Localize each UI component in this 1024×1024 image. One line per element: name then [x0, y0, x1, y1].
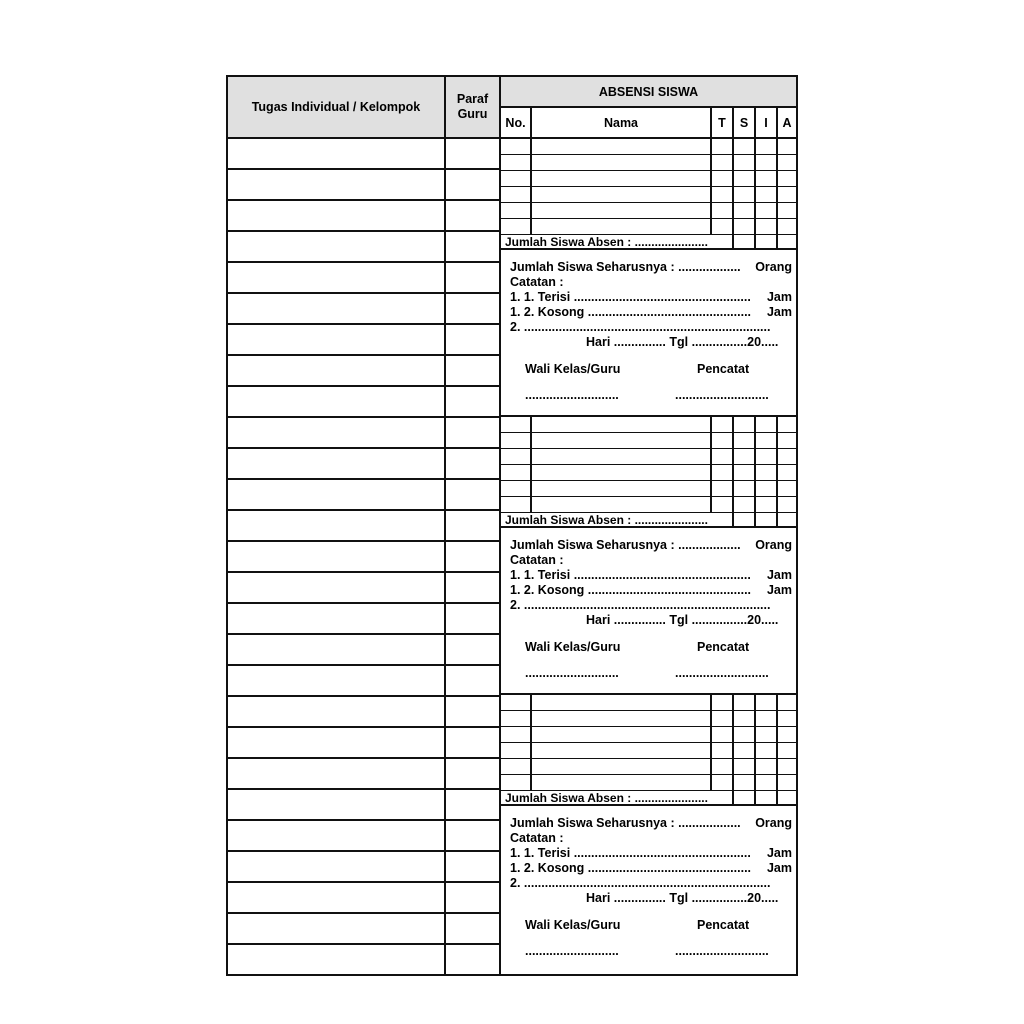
- s-cell[interactable]: [734, 433, 756, 448]
- t-cell[interactable]: [712, 695, 734, 710]
- a-cell[interactable]: [778, 203, 796, 218]
- no-cell[interactable]: [501, 759, 532, 774]
- paraf-column: [446, 77, 501, 974]
- i-cell[interactable]: [756, 449, 778, 464]
- t-cell[interactable]: [712, 433, 734, 448]
- t-cell[interactable]: [712, 139, 734, 154]
- no-cell[interactable]: [501, 187, 532, 202]
- paraf-cell[interactable]: [446, 356, 499, 387]
- i-cell[interactable]: [756, 433, 778, 448]
- i-cell[interactable]: [756, 695, 778, 710]
- paraf-cell[interactable]: [446, 883, 499, 914]
- no-cell[interactable]: [501, 219, 532, 234]
- paraf-cell[interactable]: [446, 325, 499, 356]
- s-cell[interactable]: [734, 743, 756, 758]
- i-cell[interactable]: [756, 203, 778, 218]
- paraf-cell[interactable]: [446, 511, 499, 542]
- pencatat-label: Pencatat: [697, 640, 750, 654]
- hari-line: [510, 891, 792, 906]
- nama-cell[interactable]: [532, 695, 712, 710]
- i-cell[interactable]: [756, 743, 778, 758]
- s-cell[interactable]: [734, 203, 756, 218]
- terisi-unit: Jam: [766, 290, 792, 304]
- kosong-label: 1. 2. Kosong ...............................................: [510, 861, 752, 875]
- tugas-row[interactable]: [228, 945, 444, 976]
- t-cell[interactable]: [712, 171, 734, 186]
- tugas-row[interactable]: [228, 387, 444, 418]
- nama-cell[interactable]: [532, 727, 712, 742]
- paraf-cell[interactable]: [446, 263, 499, 294]
- paraf-cell[interactable]: [446, 666, 499, 697]
- t-cell[interactable]: [712, 775, 734, 790]
- t-cell[interactable]: [712, 743, 734, 758]
- pencatat-label: Pencatat: [697, 918, 750, 932]
- tugas-row[interactable]: [228, 356, 444, 387]
- kosong-line: [510, 583, 792, 598]
- tugas-row[interactable]: [228, 294, 444, 325]
- notes-section: [501, 806, 796, 973]
- attendance-row: [501, 497, 796, 513]
- pencatat-signature-line: ...........................: [675, 388, 769, 402]
- nama-cell[interactable]: [532, 775, 712, 790]
- terisi-label: 1. 1. Terisi ...................................................: [510, 568, 751, 582]
- wali-label: Wali Kelas/Guru: [525, 362, 621, 376]
- kosong-label: 1. 2. Kosong ...............................................: [510, 583, 752, 597]
- no-cell[interactable]: [501, 155, 532, 170]
- tugas-row[interactable]: [228, 697, 444, 728]
- catatan-line: [510, 553, 792, 568]
- attendance-row: [501, 171, 796, 187]
- item2-line: [510, 598, 792, 613]
- i-cell[interactable]: [756, 187, 778, 202]
- paraf-cell[interactable]: [446, 232, 499, 263]
- col-i: I: [756, 108, 778, 137]
- i-cell[interactable]: [756, 775, 778, 790]
- tugas-row[interactable]: [228, 573, 444, 604]
- tugas-row[interactable]: [228, 604, 444, 635]
- t-cell[interactable]: [712, 219, 734, 234]
- attendance-block: [501, 417, 796, 695]
- tugas-row[interactable]: [228, 139, 444, 170]
- a-cell[interactable]: [778, 433, 796, 448]
- tugas-row[interactable]: [228, 666, 444, 697]
- s-cell[interactable]: [734, 759, 756, 774]
- a-cell[interactable]: [778, 219, 796, 234]
- absensi-column: [501, 77, 796, 974]
- hari-line: [510, 613, 792, 628]
- attendance-row: [501, 465, 796, 481]
- wali-label: Wali Kelas/Guru: [525, 918, 621, 932]
- paraf-cell[interactable]: [446, 542, 499, 573]
- hari-line: [510, 335, 792, 350]
- nama-cell[interactable]: [532, 465, 712, 480]
- wali-signature-line: ...........................: [525, 666, 619, 680]
- tugas-row[interactable]: [228, 201, 444, 232]
- item2-label: 2. .......................................................................: [510, 876, 771, 890]
- a-cell[interactable]: [778, 759, 796, 774]
- s-cell[interactable]: [734, 417, 756, 432]
- paraf-cell[interactable]: [446, 418, 499, 449]
- t-cell[interactable]: [712, 449, 734, 464]
- a-cell[interactable]: [778, 497, 796, 512]
- nama-cell[interactable]: [532, 449, 712, 464]
- tugas-column: [228, 77, 446, 974]
- jumlah-absen-label: Jumlah Siswa Absen : ......................: [501, 513, 734, 526]
- wali-label: Wali Kelas/Guru: [525, 640, 621, 654]
- terisi-line: [510, 290, 792, 305]
- item2-line: [510, 876, 792, 891]
- nama-cell[interactable]: [532, 171, 712, 186]
- paraf-cell[interactable]: [446, 480, 499, 511]
- no-cell[interactable]: [501, 695, 532, 710]
- catatan-line: [510, 275, 792, 290]
- paraf-cell[interactable]: [446, 945, 499, 976]
- catatan-label: Catatan :: [510, 831, 564, 845]
- terisi-label: 1. 1. Terisi ...................................................: [510, 846, 751, 860]
- kosong-line: [510, 305, 792, 320]
- seharusnya-unit: Orang: [755, 816, 792, 830]
- tugas-header: Tugas Individual / Kelompok: [228, 77, 444, 139]
- paraf-cell[interactable]: [446, 821, 499, 852]
- attendance-row: [501, 187, 796, 203]
- attendance-row: [501, 417, 796, 433]
- attendance-form: [226, 75, 798, 976]
- terisi-unit: Jam: [766, 568, 792, 582]
- jumlah-absen-row: [501, 791, 796, 806]
- paraf-cell[interactable]: [446, 852, 499, 883]
- catatan-label: Catatan :: [510, 275, 564, 289]
- attendance-row: [501, 775, 796, 791]
- nama-cell[interactable]: [532, 203, 712, 218]
- tugas-row[interactable]: [228, 418, 444, 449]
- i-cell[interactable]: [756, 171, 778, 186]
- pencatat-signature-line: ...........................: [675, 666, 769, 680]
- col-nama: Nama: [532, 108, 712, 137]
- pencatat-label: Pencatat: [697, 362, 750, 376]
- kosong-line: [510, 861, 792, 876]
- attendance-row: [501, 139, 796, 155]
- attendance-row: [501, 449, 796, 465]
- i-cell[interactable]: [756, 465, 778, 480]
- tugas-row[interactable]: [228, 542, 444, 573]
- a-cell[interactable]: [778, 743, 796, 758]
- a-cell[interactable]: [778, 727, 796, 742]
- kosong-unit: Jam: [766, 583, 792, 597]
- a-cell[interactable]: [778, 155, 796, 170]
- tugas-row[interactable]: [228, 728, 444, 759]
- a-cell[interactable]: [778, 187, 796, 202]
- a-cell[interactable]: [778, 465, 796, 480]
- item2-label: 2. .......................................................................: [510, 320, 771, 334]
- paraf-cell[interactable]: [446, 449, 499, 480]
- paraf-cell[interactable]: [446, 604, 499, 635]
- no-cell[interactable]: [501, 171, 532, 186]
- paraf-cell[interactable]: [446, 201, 499, 232]
- jumlah-absen-label: Jumlah Siswa Absen : ......................: [501, 235, 734, 248]
- paraf-cell[interactable]: [446, 139, 499, 170]
- s-cell[interactable]: [734, 481, 756, 496]
- tugas-row[interactable]: [228, 325, 444, 356]
- attendance-row: [501, 711, 796, 727]
- s-cell[interactable]: [734, 465, 756, 480]
- catatan-line: [510, 831, 792, 846]
- t-cell[interactable]: [712, 417, 734, 432]
- tugas-row[interactable]: [228, 263, 444, 294]
- tugas-row[interactable]: [228, 914, 444, 945]
- nama-cell[interactable]: [532, 155, 712, 170]
- nama-cell[interactable]: [532, 417, 712, 432]
- item2-line: [510, 320, 792, 335]
- item2-label: 2. .......................................................................: [510, 598, 771, 612]
- paraf-cell[interactable]: [446, 697, 499, 728]
- i-cell[interactable]: [756, 219, 778, 234]
- s-cell[interactable]: [734, 711, 756, 726]
- col-s: S: [734, 108, 756, 137]
- terisi-line: [510, 568, 792, 583]
- catatan-label: Catatan :: [510, 553, 564, 567]
- attendance-row: [501, 743, 796, 759]
- tugas-row[interactable]: [228, 511, 444, 542]
- tugas-row[interactable]: [228, 852, 444, 883]
- s-cell[interactable]: [734, 171, 756, 186]
- wali-signature-line: ...........................: [525, 944, 619, 958]
- paraf-cell[interactable]: [446, 387, 499, 418]
- seharusnya-line: [510, 816, 792, 831]
- i-cell[interactable]: [756, 481, 778, 496]
- no-cell[interactable]: [501, 139, 532, 154]
- nama-cell[interactable]: [532, 139, 712, 154]
- col-a: A: [782, 115, 792, 130]
- attendance-row: [501, 219, 796, 235]
- hari-tgl: Hari ............... Tgl ................20.....: [586, 335, 779, 349]
- absensi-header-row: [501, 108, 796, 139]
- col-no: No.: [501, 108, 532, 137]
- s-cell[interactable]: [734, 449, 756, 464]
- no-cell[interactable]: [501, 481, 532, 496]
- tugas-row[interactable]: [228, 883, 444, 914]
- seharusnya-unit: Orang: [755, 260, 792, 274]
- t-cell[interactable]: [712, 711, 734, 726]
- notes-section: [501, 528, 796, 695]
- terisi-unit: Jam: [766, 846, 792, 860]
- attendance-row: [501, 727, 796, 743]
- a-cell[interactable]: [778, 711, 796, 726]
- no-cell[interactable]: [501, 727, 532, 742]
- a-cell[interactable]: [778, 139, 796, 154]
- s-cell[interactable]: [734, 775, 756, 790]
- notes-section: [501, 250, 796, 417]
- paraf-header: Paraf Guru: [446, 77, 499, 139]
- no-cell[interactable]: [501, 417, 532, 432]
- paraf-cell[interactable]: [446, 170, 499, 201]
- seharusnya-unit: Orang: [755, 538, 792, 552]
- a-cell[interactable]: [778, 171, 796, 186]
- hari-tgl: Hari ............... Tgl ................20.....: [586, 613, 779, 627]
- hari-tgl: Hari ............... Tgl ................20.....: [586, 891, 779, 905]
- s-cell[interactable]: [734, 727, 756, 742]
- no-cell[interactable]: [501, 497, 532, 512]
- t-cell[interactable]: [712, 727, 734, 742]
- paraf-cell[interactable]: [446, 790, 499, 821]
- tugas-row[interactable]: [228, 759, 444, 790]
- paraf-cell[interactable]: [446, 759, 499, 790]
- kosong-unit: Jam: [766, 861, 792, 875]
- t-cell[interactable]: [712, 203, 734, 218]
- a-cell[interactable]: [778, 449, 796, 464]
- no-cell[interactable]: [501, 465, 532, 480]
- attendance-block: [501, 139, 796, 417]
- no-cell[interactable]: [501, 775, 532, 790]
- no-cell[interactable]: [501, 203, 532, 218]
- paraf-cell[interactable]: [446, 573, 499, 604]
- jumlah-absen-row: [501, 513, 796, 528]
- attendance-row: [501, 695, 796, 711]
- a-cell[interactable]: [778, 695, 796, 710]
- a-cell[interactable]: [778, 775, 796, 790]
- s-cell[interactable]: [734, 695, 756, 710]
- paraf-cell[interactable]: [446, 914, 499, 945]
- attendance-row: [501, 433, 796, 449]
- i-cell[interactable]: [756, 727, 778, 742]
- s-cell[interactable]: [734, 139, 756, 154]
- attendance-row: [501, 203, 796, 219]
- seharusnya-label: Jumlah Siswa Seharusnya : ..................: [510, 260, 741, 274]
- tugas-row[interactable]: [228, 480, 444, 511]
- nama-cell[interactable]: [532, 187, 712, 202]
- i-cell[interactable]: [756, 139, 778, 154]
- seharusnya-line: [510, 538, 792, 553]
- tugas-row[interactable]: [228, 635, 444, 666]
- a-cell[interactable]: [778, 481, 796, 496]
- seharusnya-label: Jumlah Siswa Seharusnya : ..................: [510, 538, 741, 552]
- i-cell[interactable]: [756, 155, 778, 170]
- t-cell[interactable]: [712, 465, 734, 480]
- nama-cell[interactable]: [532, 219, 712, 234]
- nama-cell[interactable]: [532, 743, 712, 758]
- i-cell[interactable]: [756, 497, 778, 512]
- t-cell[interactable]: [712, 481, 734, 496]
- s-cell[interactable]: [734, 219, 756, 234]
- nama-cell[interactable]: [532, 497, 712, 512]
- t-cell[interactable]: [712, 187, 734, 202]
- pencatat-signature-line: ...........................: [675, 944, 769, 958]
- tugas-row[interactable]: [228, 821, 444, 852]
- seharusnya-line: [510, 260, 792, 275]
- t-cell[interactable]: [712, 155, 734, 170]
- attendance-block: [501, 695, 796, 973]
- nama-cell[interactable]: [532, 711, 712, 726]
- wali-signature-line: ...........................: [525, 388, 619, 402]
- seharusnya-label: Jumlah Siswa Seharusnya : ..................: [510, 816, 741, 830]
- a-cell[interactable]: [778, 417, 796, 432]
- no-cell[interactable]: [501, 711, 532, 726]
- attendance-row: [501, 481, 796, 497]
- s-cell[interactable]: [734, 155, 756, 170]
- nama-cell[interactable]: [532, 433, 712, 448]
- terisi-label: 1. 1. Terisi ...................................................: [510, 290, 751, 304]
- tugas-row[interactable]: [228, 449, 444, 480]
- kosong-unit: Jam: [766, 305, 792, 319]
- i-cell[interactable]: [756, 759, 778, 774]
- paraf-cell[interactable]: [446, 294, 499, 325]
- i-cell[interactable]: [756, 711, 778, 726]
- no-cell[interactable]: [501, 433, 532, 448]
- tugas-row[interactable]: [228, 790, 444, 821]
- paraf-cell[interactable]: [446, 635, 499, 666]
- jumlah-absen-label: Jumlah Siswa Absen : ......................: [501, 791, 734, 804]
- attendance-row: [501, 759, 796, 775]
- tugas-row[interactable]: [228, 170, 444, 201]
- jumlah-absen-row: [501, 235, 796, 250]
- terisi-line: [510, 846, 792, 861]
- no-cell[interactable]: [501, 743, 532, 758]
- t-cell[interactable]: [712, 497, 734, 512]
- attendance-row: [501, 155, 796, 171]
- no-cell[interactable]: [501, 449, 532, 464]
- i-cell[interactable]: [756, 417, 778, 432]
- absensi-title: ABSENSI SISWA: [501, 77, 796, 108]
- tugas-row[interactable]: [228, 232, 444, 263]
- col-t: T: [712, 108, 734, 137]
- nama-cell[interactable]: [532, 481, 712, 496]
- nama-cell[interactable]: [532, 759, 712, 774]
- kosong-label: 1. 2. Kosong ...............................................: [510, 305, 752, 319]
- s-cell[interactable]: [734, 497, 756, 512]
- t-cell[interactable]: [712, 759, 734, 774]
- s-cell[interactable]: [734, 187, 756, 202]
- paraf-cell[interactable]: [446, 728, 499, 759]
